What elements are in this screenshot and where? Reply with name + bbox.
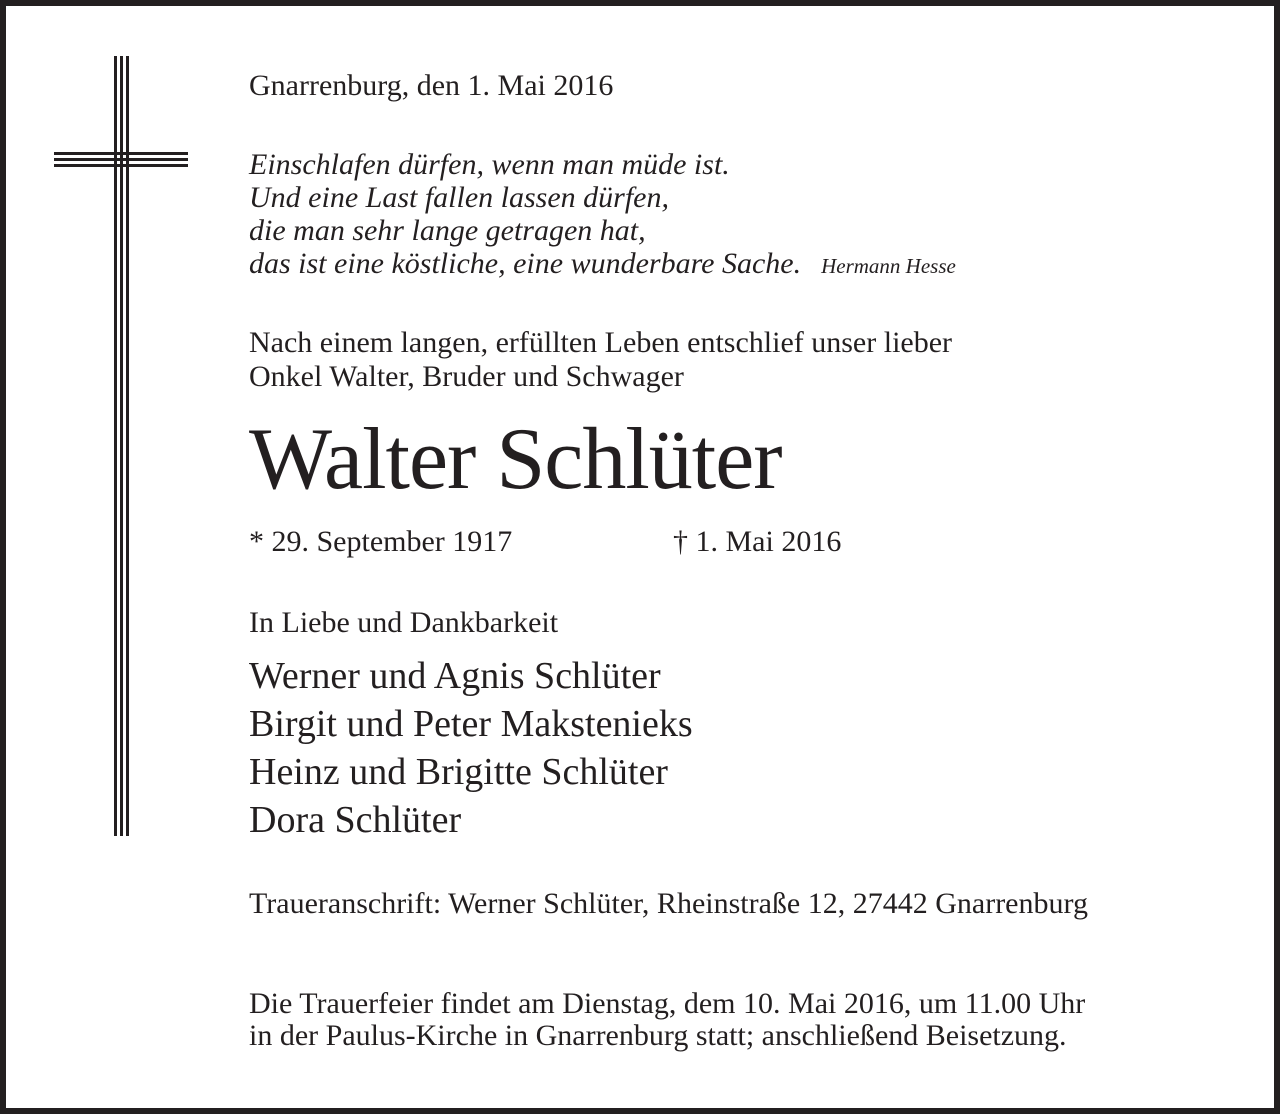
thanks-line: In Liebe und Dankbarkeit: [249, 606, 559, 639]
family-member: Dora Schlüter: [249, 799, 462, 841]
intro-line: Onkel Walter, Bruder und Schwager: [249, 360, 684, 393]
ceremony-line: in der Paulus-Kirche in Gnarrenburg statt; anschließend Beisetzung.: [249, 1019, 1067, 1052]
family-member: Birgit und Peter Makstenieks: [249, 703, 693, 745]
poem-line: Und eine Last fallen lassen dürfen,: [249, 181, 669, 214]
place-date: Gnarrenburg, den 1. Mai 2016: [249, 69, 614, 102]
poem-line: Einschlafen dürfen, wenn man müde ist.: [249, 148, 730, 181]
mourning-address: Traueranschrift: Werner Schlüter, Rheinstraße 12, 27442 Gnarrenburg: [249, 887, 1088, 920]
poem-quote: [249, 148, 956, 283]
funeral-ceremony-info: [249, 988, 1085, 1052]
ceremony-line: Die Trauerfeier findet am Dienstag, dem 10. Mai 2016, um 11.00 Uhr: [249, 987, 1086, 1020]
poem-line: die man sehr lange getragen hat,: [249, 214, 646, 247]
poem-line: das ist eine köstliche, eine wunderbare Sache.: [249, 247, 802, 280]
family-list: [249, 652, 693, 844]
intro-line: Nach einem langen, erfüllten Leben entschlief unser lieber: [249, 326, 953, 359]
family-member: Werner und Agnis Schlüter: [249, 655, 661, 697]
poem-author: Hermann Hesse: [821, 254, 956, 278]
death-date: † 1. Mai 2016: [673, 525, 842, 558]
intro-text: [249, 326, 952, 394]
deceased-name: Walter Schlüter: [249, 411, 782, 508]
family-member: Heinz und Brigitte Schlüter: [249, 751, 668, 793]
birth-date: * 29. September 1917: [249, 525, 513, 558]
life-dates: [249, 524, 949, 560]
poem-line-last: [249, 247, 956, 283]
